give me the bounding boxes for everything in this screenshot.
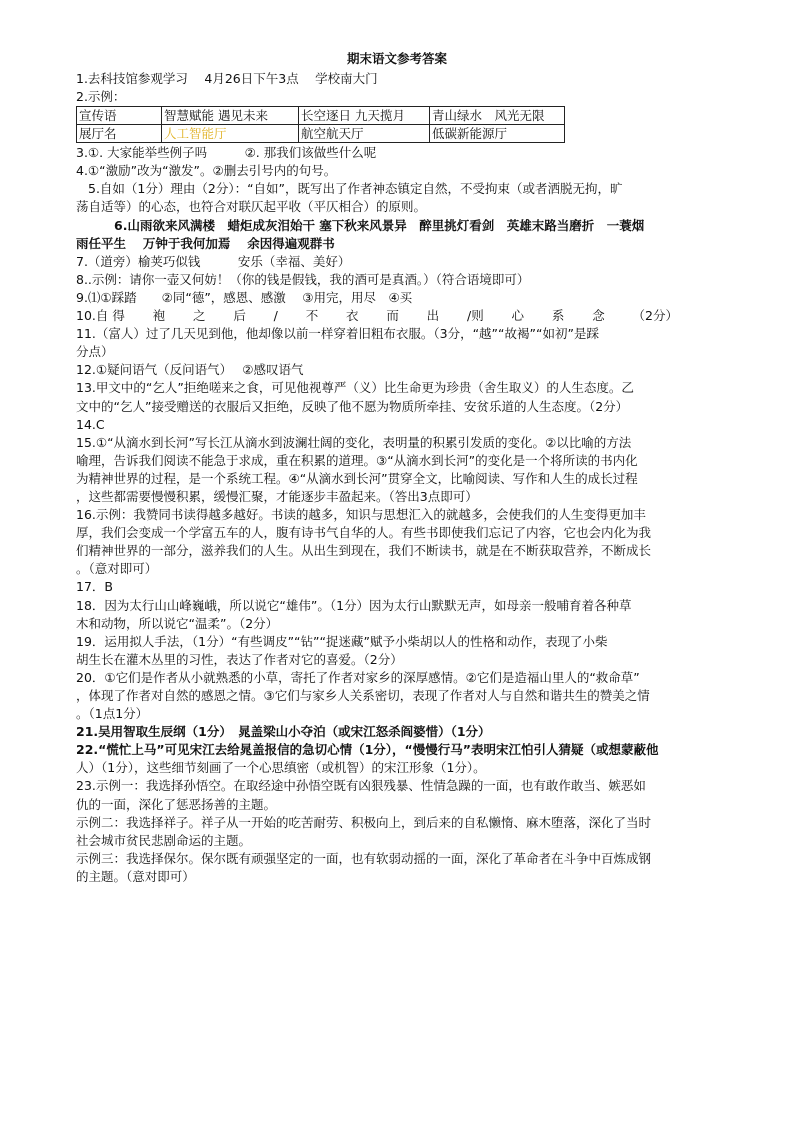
answer-4: 4.①“激励”改为“激发”。②删去引号内的句号。	[76, 163, 337, 179]
table-cell: 长空逐日 九天揽月	[299, 107, 430, 125]
answer-16-cont: 。（意对即可）	[76, 561, 158, 577]
answer-23-cont: 的主题。（意对即可）	[76, 868, 195, 884]
answer-15: 15.①“从滴水到长河”写长江从滴水到波澜壮阔的变化，表明量的积累引发质的变化。②以比喻的方法	[76, 434, 632, 450]
answer-10-part: 之	[193, 308, 206, 324]
answer-17: 17．B	[76, 579, 113, 595]
answer-14: 14.C	[76, 416, 105, 432]
answer-20-cont: 。（1点1分）	[76, 706, 149, 722]
table-cell: 展厅名	[77, 125, 162, 143]
exhibit-table	[76, 106, 565, 143]
answer-8: 8..示例：请你一壶又何妨！（你的钱是假钱，我的酒可是真酒。）（符合语境即可）	[76, 271, 530, 287]
answer-13-cont: 文中的“乞人”接受赠送的衣服后又拒绝，反映了他不愿为物质所牵挂、安贫乐道的人生态度。（2分）	[76, 398, 629, 414]
answer-10-part: 心	[511, 308, 525, 324]
answer-10-part: 出	[426, 308, 440, 324]
answer-10-part: /则	[467, 308, 484, 324]
table-cell: 智慧赋能 遇见未来	[162, 107, 299, 125]
answer-13: 13.甲文中的“乞人”拒绝嗟来之食，可见他视尊严（义）比生命更为珍贵（舍生取义）的人生态度。乙	[76, 380, 634, 396]
table-cell: 宣传语	[77, 107, 162, 125]
answer-10-part: 10.自 得	[76, 308, 125, 324]
answer-15-cont: ，这些都需要慢慢积累，缓慢汇聚，才能逐步丰盈起来。（答出3点即可）	[76, 488, 478, 504]
answer-23-example-2: 示例二：我选择祥子。祥子从一开始的吃苦耐劳、积极向上，到后来的自私懒惰、麻木堕落，深化了当时	[76, 814, 652, 830]
answer-22: 22.“慌忙上马”可见宋江去给晁盖报信的急切心情（1分），“慢慢行马”表明宋江怕引人猜疑（或想蒙蔽他	[76, 742, 659, 758]
answer-7: 7.（道旁）榆荚巧似钱 安乐（幸福、美好）	[76, 253, 351, 269]
answer-6-cont: 雨任平生 万钟于我何加焉 余因得遍观群书	[76, 235, 335, 251]
answer-11: 11.（富人）过了几天见到他，他却像以前一样穿着旧粗布衣服。（3分，“越”“故褐”“如初”是踩	[76, 326, 599, 342]
answer-9: 9.⑴①踩踏 ②同“德”，感恩、感激 ③用完，用尽 ④买	[76, 289, 413, 305]
answer-16-cont: 们精神世界的一部分，滋养我们的人生。从出生到现在，我们不断读书，就是在不断获取营养，不断成长	[76, 543, 652, 559]
answer-20: 20．①它们是作者从小就熟悉的小草，寄托了作者对家乡的深厚感情。②它们是造福山里人的“救命草”	[76, 669, 640, 685]
answer-3: 3.①. 大家能举些例子吗 ②. 那我们该做些什么呢	[76, 145, 377, 161]
table-cell: 航空航天厅	[299, 125, 430, 143]
answer-20-cont: ，体现了作者对自然的感恩之情。③它们与家乡人关系密切，表现了作者对人与自然和谐共生的赞美之情	[76, 688, 650, 703]
answer-21: 21.吴用智取生辰纲（1分） 晁盖梁山小夺泊（或宋江怒杀阎婆惜）（1分）	[76, 724, 491, 740]
answer-10-part: 衣	[346, 308, 359, 324]
answer-10-part: /	[273, 308, 278, 324]
answer-10-part: （2分）	[632, 308, 678, 324]
answer-16: 16.示例：我赞同书读得越多越好。书读的越多，知识与思想汇入的就越多，会使我们的人生变得更加丰	[76, 507, 646, 523]
answer-10-part: 而	[386, 308, 399, 324]
answer-12: 12.①疑问语气（反问语气） ②感叹语气	[76, 362, 304, 378]
answer-16-cont: 厚，我们会变成一个学富五车的人，腹有诗书气自华的人。有些书即使我们忘记了内容，它也会内化为我	[76, 525, 652, 541]
table-row	[77, 125, 565, 143]
answer-6: 6.山雨欲来风满楼 蜡炬成灰泪始干 塞下秋来风景异 醉里挑灯看剑 英雄末路当磨折 一蓑烟	[114, 217, 645, 233]
answer-10-part: 系	[551, 308, 565, 324]
table-cell: 青山绿水 风光无限	[430, 107, 565, 125]
answer-5-cont: 荡自适等）的心态，也符合对联仄起平收（平仄相合）的原则。	[76, 199, 427, 215]
answer-11-cont: 分点）	[76, 344, 114, 360]
answer-10	[76, 307, 718, 325]
answer-18: 18．因为太行山山峰巍峨，所以说它“雄伟”。（1分）因为太行山默默无声，如母亲一般哺育着各种草	[76, 597, 632, 613]
answer-2: 2.示例：	[76, 89, 126, 105]
table-cell-highlighted: 人工智能厅	[162, 125, 299, 143]
answer-1: 1.去科技馆参观学习 4月26日下午3点 学校南大门	[76, 71, 378, 86]
answer-10-part: 后	[233, 308, 246, 324]
answer-23: 23.示例一：我选择孙悟空。在取经途中孙悟空既有凶狠残暴、性情急躁的一面，也有敢作敢当、嫉恶如	[76, 778, 646, 794]
answer-23-cont: 仇的一面，深化了惩恶扬善的主题。	[76, 796, 277, 812]
answer-15-cont: 喻理，告诉我们阅读不能急于求成，重在积累的道理。③“从滴水到长河”的变化是一个将所读的书内化	[76, 452, 638, 468]
table-cell: 低碳新能源厅	[430, 125, 565, 143]
answer-10-part: 念	[592, 308, 605, 324]
answer-23-cont: 社会城市贫民悲剧命运的主题。	[76, 832, 252, 848]
answer-sheet	[76, 50, 718, 886]
answer-22-cont: 人）（1分），这些细节刻画了一个心思缜密（或机智）的宋江形象（1分）。	[76, 760, 486, 776]
answer-10-part: 袍	[152, 308, 166, 324]
answer-5: 5.自如（1分）理由（2分）：“自如”，既写出了作者神态镇定自然，不受拘束（或者洒脱无拘，旷	[88, 181, 623, 197]
answer-10-part: 不	[305, 308, 319, 324]
answer-19: 19．运用拟人手法，（1分）“有些调皮”“钻”“捉迷藏”赋予小柴胡以人的性格和动作，表现了小柴	[76, 633, 608, 649]
answer-23-example-3: 示例三：我选择保尔。保尔既有顽强坚定的一面，也有软弱动摇的一面，深化了革命者在斗争中百炼成钢	[76, 850, 652, 866]
answer-19-cont: 胡生长在灌木丛里的习性，表达了作者对它的喜爱。（2分）	[76, 651, 403, 667]
answer-18-cont: 木和动物，所以说它“温柔”。（2分）	[76, 615, 279, 631]
answer-15-cont: 为精神世界的过程，是一个系统工程。④“从滴水到长河”贯穿全文，比喻阅读、写作和人生的成长过程	[76, 470, 638, 486]
table-row	[77, 107, 565, 125]
page-title: 期末语文参考答案	[346, 51, 447, 66]
